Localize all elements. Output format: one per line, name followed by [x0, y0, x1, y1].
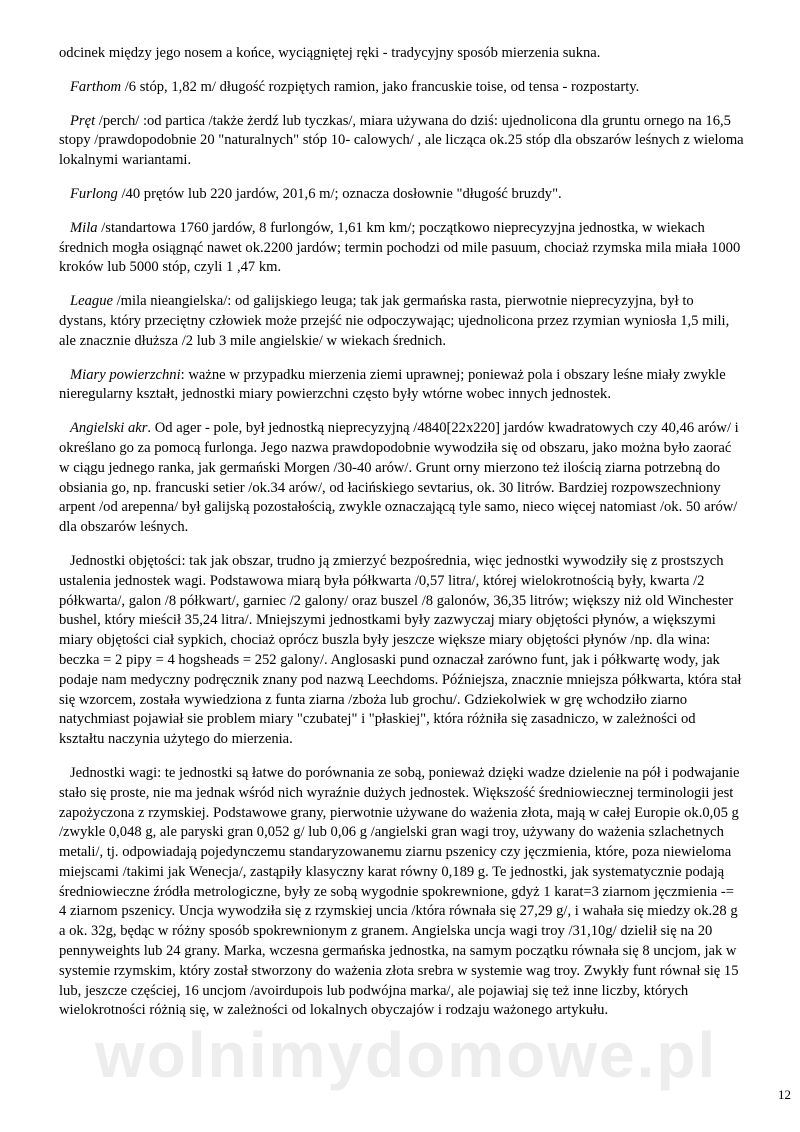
paragraph-league: League /mila nieangielska/: od galijskiego leuga; tak jak germańska rasta, pierwotnie nieprecyzyjna, był to dystans, który przeciętny człowiek może przejść nie odpoczywając; ujednolicona przez rzymian wyniosła 1,5 mili, ale znacznie dłuższa /2 lub 3 mile angielskie/ w wiekach średnich. — [59, 293, 730, 349]
term-league: League — [70, 293, 113, 310]
paragraph-pret: Pręt /perch/ :od partica /także żerdź lub tyczkas/, miara używana do dziś: ujednolicona dla gruntu ornego na 16,5 stopy /prawdopodobnie 20 "naturalnych" stóp 10- calowych/ , ale licząca ok.25 stóp dla obszarów leśnych z wieloma lokalnymi wariantami. — [59, 112, 744, 169]
paragraph-mila: Mila /standartowa 1760 jardów, 8 furlongów, 1,61 km km/; początkowo nieprecyzyjna jednostka, w wiekach średnich mogła osiągnąć nawet ok.2200 jardów; termin pochodzi od mile pasuum, chociaż rzymska mila miała 1000 kroków lub 5000 stóp, czyli 1 ,47 km. — [59, 219, 741, 276]
term-pret: Pręt — [70, 112, 96, 129]
paragraph-jednostki-wagi: Jednostki wagi: te jednostki są łatwe do porównania ze sobą, ponieważ dzięki wadze dzielenie na pół i podwajanie stało się proste, nie ma jednak wśród nich wyraźnie dużych jednostek. Większość średniowiecznej terminologii jest zapożyczona z rzymskiej. Podstawowe grany, pierwotnie używane do ważenia złota, mają w całej Europie ok.0,05 g /zwykle 0,048 g, ale paryski gran 0,052 g/ lub 0,06 g /angielski gran wagi troy, używany do ważenia szlachetnych metali/, tj. odpowiadają pojedynczemu standaryzowanemu ziarnu pszenicy czy jęczmienia, które, poza niewieloma miejscami /takimi jak Wenecja/, zastąpiły klasyczny karat równy 0,189 g. Te jednostki, jak systematycznie podają średniowieczne źródła metrologiczne, były ze sobą wygodnie spokrewnione, gdyż 1 karat=3 ziarnom jęczmienia -= 4 ziarnom pszenicy. Uncja wywodziła się z rzymskiej uncia /która równała się 27,29 g/, i wahała się miedzy ok.28 g a ok. 32g, będąc w różny sposób spokrewnionym z granem. Angielska uncja wagi troy /31,10g/ dzielił się na 20 pennyweights lub 24 grany. Marka, wczesna germańska jednostka, na samym początku równała się 8 uncjom, jak w systemie rzymskim, który został stworzony do ważenia złota srebra w systemie wag troy. Zwykły funt równał się 15 lub, jeszcze częściej, 16 uncjom /avoirdupois lub podwójna marka/, ale pojawiaj się też inne liczby, których wielokrotności różnią się, w zależności od lokalnych obyczajów i rodzaju ważonego artykułu. — [59, 764, 740, 1019]
term-miary-powierzchni: Miary powierzchni — [70, 366, 181, 383]
paragraph-furlong: Furlong /40 prętów lub 220 jardów, 201,6 m/; oznacza dosłownie "długość bruzdy". — [70, 185, 562, 202]
term-farthom: Farthom — [70, 78, 122, 95]
page-number: 12 — [778, 1087, 791, 1102]
paragraph-jednostki-objetosci: Jednostki objętości: tak jak obszar, trudno ją zmierzyć bezpośrednia, więc jednostki wywodziły się z prostszych ustalenia jednostek wagi. Podstawowa miarą była półkwarta /0,57 litra/, której wielokrotnością były, kwarta /2 półkwarta/, galon /8 półkwart/, garniec /2 galony/ oraz buszel /8 galonów, 36,35 litrów; większy niż old Winchester bushel, który mieścił 35,24 litra/. Mniejszymi jednostkami były zazwyczaj miary objętości płynów, a większymi miary objętości ciał sypkich, chociaż oprócz buszla były jeszcze większe miary objętości płynów /np. dla wina: beczka = 2 pipy = 4 hogsheads = 252 galony/. Anglosaski pund oznaczał zarówno funt, jak i półkwartę wody, jak podaje nam medyczny podręcznik znany pod nazwą Leechdoms. Późniejsza, znacznie mniejsza półkwarta, która stał się wzorcem, została wywiedziona z funta ziarna /zboża lub grochu/. Gdziekolwiek w grę wchodziło ziarno natychmiast pojawiał sie problem miary "czubatej" i "płaskiej", która różniła się zasadniczo, w zależności od kształtu naczynia użytego do mierzenia. — [59, 552, 742, 748]
term-mila: Mila — [70, 219, 98, 236]
paragraph-angielski-akr: Angielski akr. Od ager - pole, był jednostką nieprecyzyjną /4840[22x220] jardów kwadratowych czy 40,46 arów/ i określano go za pomocą furlonga. Jego nazwa prawdopodobnie wywodziła się od obszaru, jako można było zaorać w ciągu jednego ranka, jak germański Morgen /30-40 arów/. Grunt orny mierzono też ilością ziarna potrzebną do obsiania go, np. francuski setier /ok.34 arów/, od łacińskiego sevtarius, ok. 30 litrów. Bardziej rozpowszechniony arpent /od arepenna/ był galijską pozostałością, zwykle oznaczającą tyle samo, nieco więcej natomiast /ok. 50 arów/ dla obszarów leśnych. — [59, 420, 739, 536]
paragraph-miary-powierzchni: Miary powierzchni: ważne w przypadku mierzenia ziemi uprawnej; ponieważ pola i obszary leśne miały zwykle nieregularny kształt, jednostki miary powierzchni często były wtórne wobec innych jednostek. — [59, 366, 726, 403]
term-angielski-akr: Angielski akr — [70, 420, 148, 437]
paragraph-farthom: Farthom /6 stóp, 1,82 m/ długość rozpiętych ramion, jako francuskie toise, od tensa - rozpostarty. — [70, 78, 640, 95]
watermark: wolnimydomowe.pl — [95, 1019, 718, 1091]
term-furlong: Furlong — [70, 185, 118, 202]
paragraph-sukno: odcinek między jego nosem a końce, wyciągniętej ręki - tradycyjny sposób mierzenia sukna. — [59, 45, 601, 61]
document-body — [59, 44, 744, 1035]
